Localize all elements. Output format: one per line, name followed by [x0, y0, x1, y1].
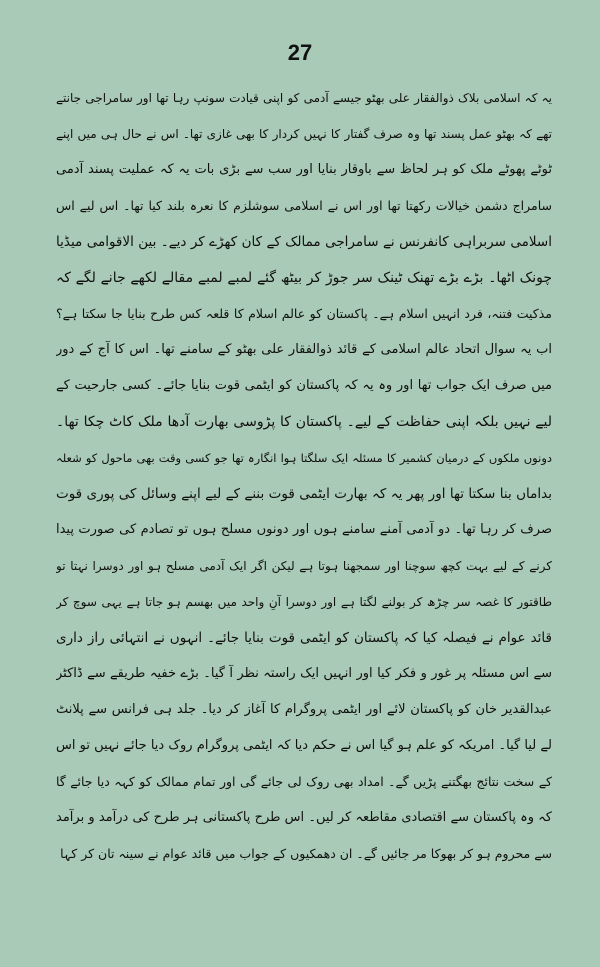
text-line: اب یہ سوال اتحاد عالم اسلامی کے قائد ذوالفقار علی بھٹو کے سامنے تھا۔ اس کا آج کے دور: [56, 342, 552, 357]
text-line: ٹوٹے پھوٹے ملک کو ہر لحاظ سے باوقار بنایا اور سب سے بڑی بات یہ کہ عملیت پسند آدمی: [56, 162, 552, 177]
text-line: کرنے کے لیے بہت کچھ سوچنا اور سمجھنا ہوتا ہے لیکن اگر ایک آدمی مسلح ہو اور دوسرا نہتا تو: [56, 559, 552, 573]
text-line: عبدالقدیر خان کو پاکستان لائے اور ایٹمی پروگرام کا آغاز کر دیا۔ جلد ہی فرانس سے پلانٹ: [56, 702, 552, 717]
text-line: بداماں بنا سکتا تھا اور پھر یہ کہ بھارت ایٹمی قوت بننے کے لیے اپنے وسائل کی پوری قوت: [56, 486, 552, 502]
body-text: [56, 80, 552, 872]
text-line: تھے کہ بھٹو عمل پسند تھا وہ صرف گفتار کا نہیں کردار کا بھی غازی تھا۔ اس نے حال ہی میں اپنے: [56, 127, 552, 141]
text-line: چونک اٹھا۔ بڑے بڑے تھنک ٹینک سر جوڑ کر بیٹھ گئے لمبے لمبے مقالے لکھے جانے لگے کہ: [56, 270, 552, 286]
text-line: صرف کر رہا تھا۔ دو آدمی آمنے سامنے ہوں اور دونوں مسلح ہوں تو تصادم کی صورت پیدا: [56, 522, 552, 537]
text-line: یہ کہ اسلامی بلاک ذوالفقار علی بھٹو جیسے آدمی کو اپنی قیادت سونپ رہا تھا اور سامراجی جانتے: [56, 91, 552, 105]
text-line: لیے نہیں بلکہ اپنی حفاظت کے لیے۔ پاکستان کا پڑوسی بھارت آدھا ملک کاٹ چکا تھا۔: [56, 414, 552, 430]
text-line: میں صرف ایک جواب تھا اور وہ یہ کہ پاکستان کو ایٹمی قوت بنایا جائے۔ کسی جارحیت کے: [56, 378, 552, 393]
text-line: سامراج دشمن خیالات رکھتا تھا اور اس نے اسلامی سوشلزم کا نعرہ بلند کیا تھا۔ اس لیے اس: [56, 198, 552, 213]
text-line: قائد عوام نے فیصلہ کیا کہ پاکستان کو ایٹمی قوت بنایا جائے۔ انہوں نے انتہائی راز داری: [56, 630, 552, 646]
text-line: طاقتور کا غصہ سر چڑھ کر بولنے لگتا ہے اور دوسرا آنِ واحد میں بھسم ہو جاتا ہے یہی سوچ کر: [56, 595, 552, 609]
text-line: لے لیا گیا۔ امریکہ کو علم ہو گیا اس نے حکم دیا کہ ایٹمی پروگرام روک دیا جائے نہیں تو اس: [56, 738, 552, 753]
text-line: سے محروم ہو کر بھوکا مر جائیں گے۔ ان دھمکیوں کے جواب میں قائد عوام نے سینہ تان کر کہا: [60, 846, 552, 861]
text-line: کے سخت نتائج بھگتنے پڑیں گے۔ امداد بھی روک لی جائے گی اور تمام ممالک کو کہہ دیا جائے گا: [56, 774, 552, 789]
text-line: کہ وہ پاکستان سے اقتصادی مقاطعہ کر لیں۔ اس طرح پاکستانی ہر طرح کی درآمد و برآمد: [56, 810, 552, 825]
text-line: اسلامی سربراہی کانفرنس نے سامراجی ممالک کے کان کھڑے کر دیے۔ بین الاقوامی میڈیا: [56, 234, 552, 250]
page-number: 27: [287, 40, 313, 65]
text-line: مذکیت فتنہ، فرد انہیں اسلام ہے۔ پاکستان کو عالم اسلام کا قلعہ کس طرح بنایا جا سکتا ہے؟: [56, 306, 552, 321]
text-line: سے اس مسئلہ پر غور و فکر کیا اور انہیں ایک راستہ نظر آ گیا۔ بڑے خفیہ طریقے سے ڈاکٹر: [56, 666, 552, 681]
text-line: دونوں ملکوں کے درمیان کشمیر کا مسئلہ ایک سلگتا ہوا انگارہ تھا جو کسی وقت بھی ماحول کو شعلہ: [56, 451, 552, 465]
